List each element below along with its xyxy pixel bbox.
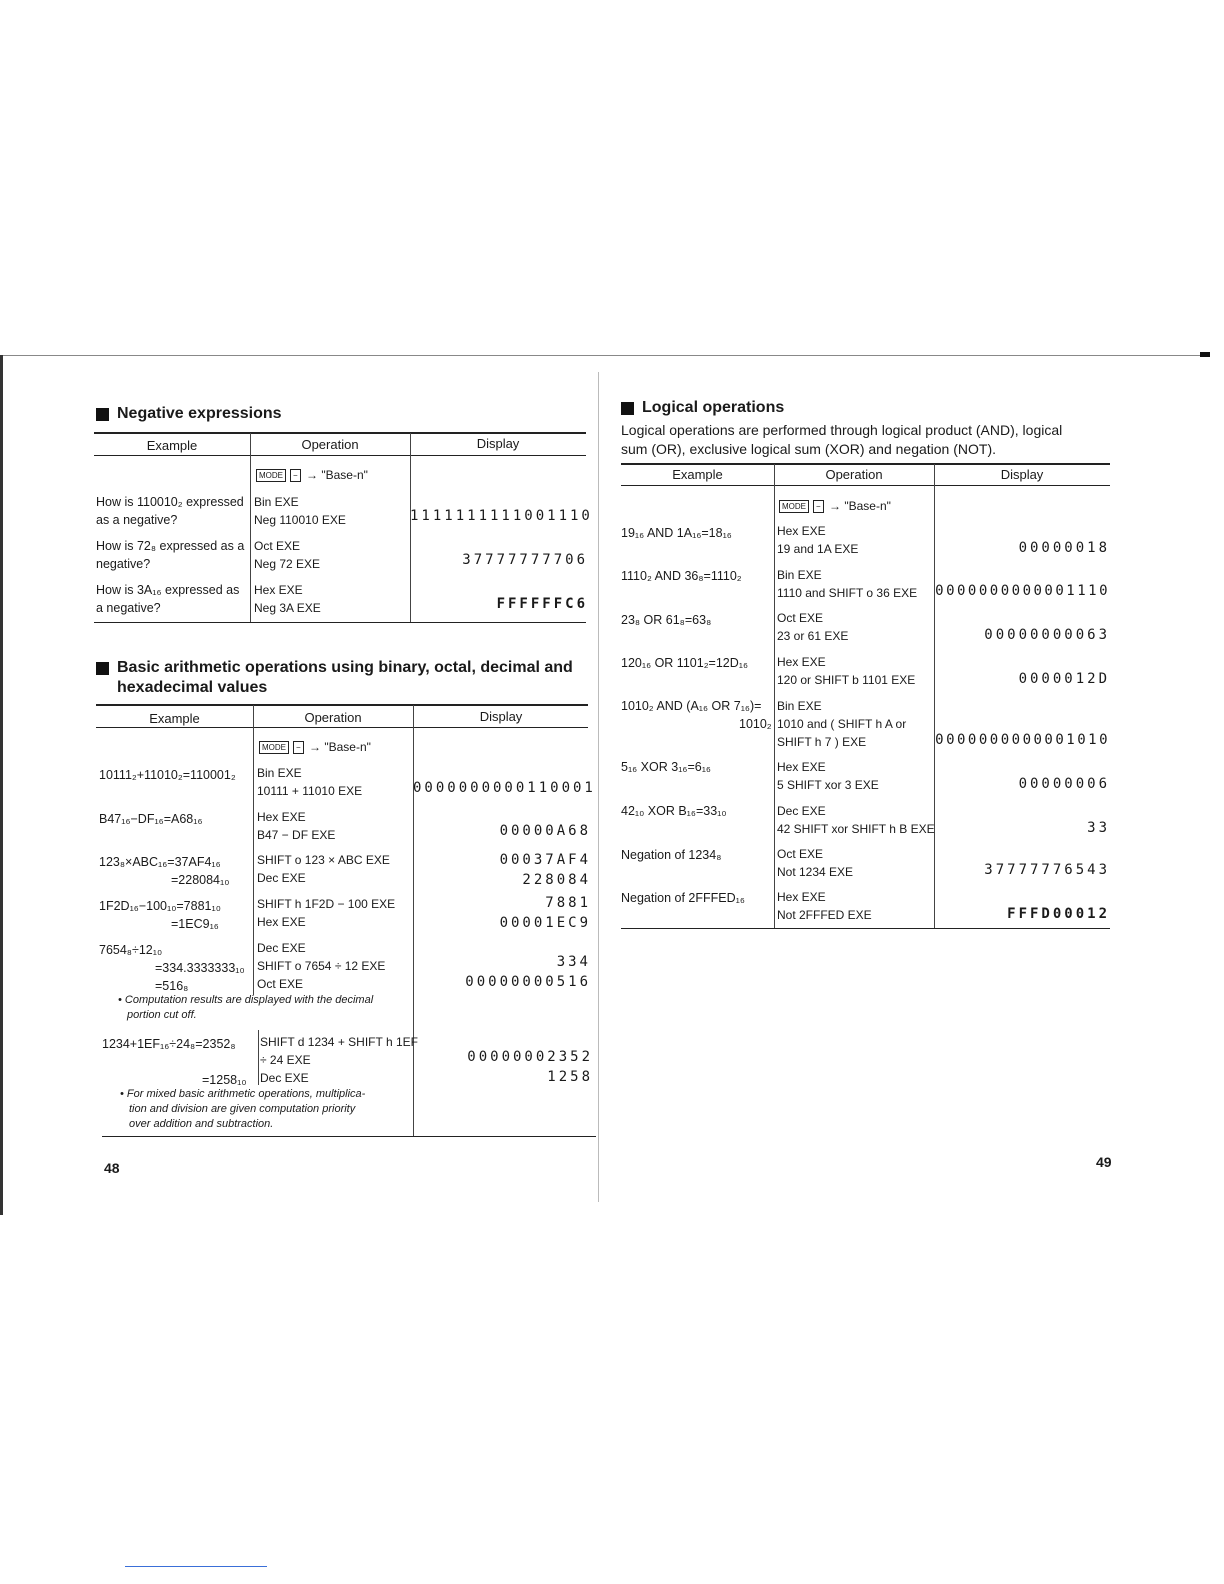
mode-key-icon: MODE <box>259 741 289 754</box>
logic-row-5-display: 0000000000001010 <box>935 732 1110 748</box>
arith-row-6-example: 1234+1EF₁₆÷24₈=2352₈ =1258₁₀ <box>102 1037 247 1087</box>
neg-row-2-op: Oct EXE Neg 72 EXE <box>254 539 321 571</box>
neg-row-1-op: Bin EXE Neg 110010 EXE <box>254 495 346 527</box>
logic-row-4-op: Hex EXE 120 or SHIFT b 1101 EXE <box>777 655 916 687</box>
neg-header-example: Example <box>146 438 198 453</box>
left-edge-mark <box>0 355 3 1215</box>
arith-table-top-rule <box>96 704 588 706</box>
neg-row-1-display: 1111111111001110 <box>410 508 593 524</box>
logic-row-4-display: 0000012D <box>1018 671 1110 687</box>
square-bullet-icon <box>96 408 109 421</box>
arith-row-5-display: 334 00000000516 <box>465 954 591 990</box>
logic-row-2-op: Bin EXE 1110 and SHIFT o 36 EXE <box>777 568 918 600</box>
logic-row-5-example: 1010₂ AND (A₁₆ OR 7₁₆)= 1010₂ <box>621 699 772 731</box>
arith-row-1-op: Bin EXE 10111 + 11010 EXE <box>257 766 363 798</box>
top-scan-line <box>0 355 1205 356</box>
arith-col-divider-1 <box>253 705 254 995</box>
arith-note-decimal: • Computation results are displayed with the decimal portion cut off. <box>118 994 374 1021</box>
logic-row-9-example: Negation of 2FFFED₁₆ <box>621 891 745 905</box>
logic-col-divider-1 <box>774 464 775 928</box>
neg-header-display: Display <box>476 436 520 451</box>
logic-row-7-example: 42₁₀ XOR B₁₆=33₁₀ <box>621 804 727 818</box>
arith-header-rule <box>96 727 588 728</box>
logic-row-1-display: 00000018 <box>1018 540 1110 556</box>
arith-row-6-display: 00000002352 1258 <box>467 1049 593 1085</box>
arith-col-divider-1b <box>258 1030 259 1085</box>
logic-header-rule <box>621 485 1110 486</box>
logic-row-8-display: 37777776543 <box>984 862 1110 878</box>
page-gutter <box>598 372 599 1202</box>
logic-row-6-display: 00000006 <box>1018 776 1110 792</box>
logic-header-display: Display <box>1000 467 1044 482</box>
logic-row-9-display: FFFD00012 <box>1007 906 1110 922</box>
arith-note-priority: • For mixed basic arithmetic operations, multiplica- tion and division are given computation priority over addition and subtraction. <box>120 1088 366 1130</box>
arith-row-3-example: 123₈×ABC₁₆=37AF4₁₆ =228084₁₀ <box>99 855 230 887</box>
square-bullet-icon <box>96 662 109 675</box>
logic-table-top-rule <box>621 463 1110 465</box>
neg-row-2-example: How is 72₈ expressed as a negative? <box>96 539 245 571</box>
minus-key-icon: − <box>290 469 301 482</box>
arith-header-operation: Operation <box>304 710 362 725</box>
arith-header-display: Display <box>479 709 523 724</box>
arith-row-5-example: 7654₈÷12₁₀ =334.3333333₁₀ =516₈ <box>99 943 245 993</box>
neg-header-operation: Operation <box>301 437 359 452</box>
logic-row-5-op: Bin EXE 1010 and ( SHIFT h A or SHIFT h 7 ) EXE <box>777 699 907 749</box>
section-title-arithmetic: Basic arithmetic operations using binary, octal, decimal and hexadecimal values <box>96 658 573 698</box>
logic-mode-op: MODE − → "Base-n" <box>777 497 891 515</box>
neg-table-top-rule <box>94 432 586 434</box>
arith-row-6-op: SHIFT d 1234 + SHIFT h 1EF ÷ 24 EXE Dec EXE <box>260 1035 418 1085</box>
logic-row-3-op: Oct EXE 23 or 61 EXE <box>777 611 849 643</box>
arith-row-1-example: 10111₂+11010₂=110001₂ <box>99 768 236 782</box>
arith-row-2-op: Hex EXE B47 − DF EXE <box>257 810 336 842</box>
arith-row-2-display: 00000A68 <box>499 823 591 839</box>
arith-row-1-display: 0000000000110001 <box>413 780 596 796</box>
logic-table-bottom-rule <box>621 928 1110 929</box>
logic-row-3-display: 00000000063 <box>984 627 1110 643</box>
bottom-blue-line <box>125 1566 267 1567</box>
mode-key-icon: MODE <box>256 469 286 482</box>
arith-row-4-display: 7881 00001EC9 <box>499 895 591 931</box>
logic-row-8-op: Oct EXE Not 1234 EXE <box>777 847 854 879</box>
neg-row-2-display: 37777777706 <box>462 552 588 568</box>
arith-header-example: Example <box>149 711 200 726</box>
page-number-right: 49 <box>1096 1154 1112 1170</box>
neg-mode-op: MODE − → "Base-n" <box>254 466 368 484</box>
logic-row-6-op: Hex EXE 5 SHIFT xor 3 EXE <box>777 760 879 792</box>
square-bullet-icon <box>621 402 634 415</box>
minus-key-icon: − <box>293 741 304 754</box>
logic-row-1-example: 19₁₆ AND 1A₁₆=18₁₆ <box>621 526 732 540</box>
logic-row-4-example: 120₁₆ OR 1101₂=12D₁₆ <box>621 656 749 670</box>
section-title-logical: Logical operations <box>621 398 784 418</box>
logic-row-3-example: 23₈ OR 61₈=63₈ <box>621 613 712 627</box>
logic-col-divider-2 <box>934 464 935 928</box>
page-number-left: 48 <box>104 1160 120 1176</box>
arith-row-3-display: 00037AF4 228084 <box>499 852 591 888</box>
logic-header-operation: Operation <box>825 467 883 482</box>
neg-row-3-op: Hex EXE Neg 3A EXE <box>254 583 321 615</box>
arith-mode-op: MODE − → "Base-n" <box>257 738 371 756</box>
neg-row-1-example: How is 110010₂ expressed as a negative? <box>96 495 244 527</box>
arith-row-2-example: B47₁₆−DF₁₆=A68₁₆ <box>99 812 203 826</box>
right-edge-mark <box>1200 352 1210 357</box>
minus-key-icon: − <box>813 500 824 513</box>
neg-row-3-example: How is 3A₁₆ expressed as a negative? <box>96 583 240 615</box>
neg-col-divider-1 <box>250 433 251 623</box>
neg-row-3-display: FFFFFFC6 <box>496 596 588 612</box>
arith-row-5-op: Dec EXE SHIFT o 7654 ÷ 12 EXE Oct EXE <box>257 941 386 991</box>
logic-row-6-example: 5₁₆ XOR 3₁₆=6₁₆ <box>621 760 711 774</box>
logic-row-2-example: 1110₂ AND 36₈=1110₂ <box>621 569 742 583</box>
logic-row-8-example: Negation of 1234₈ <box>621 848 722 862</box>
mode-key-icon: MODE <box>779 500 809 513</box>
arith-row-3-op: SHIFT o 123 × ABC EXE Dec EXE <box>257 853 390 885</box>
logic-row-7-display: 33 <box>1087 820 1110 836</box>
arith-table-bottom-rule <box>102 1136 596 1137</box>
logic-header-example: Example <box>672 467 723 482</box>
arith-row-4-op: SHIFT h 1F2D − 100 EXE Hex EXE <box>257 897 396 929</box>
logic-row-1-op: Hex EXE 19 and 1A EXE <box>777 524 859 556</box>
logic-row-9-op: Hex EXE Not 2FFFED EXE <box>777 890 872 922</box>
section-title-negative: Negative expressions <box>96 404 282 424</box>
logic-row-7-op: Dec EXE 42 SHIFT xor SHIFT h B EXE <box>777 804 935 836</box>
neg-header-rule <box>94 455 586 456</box>
neg-table-bottom-rule <box>94 622 586 623</box>
arith-row-4-example: 1F2D₁₆−100₁₀=7881₁₀ =1EC9₁₆ <box>99 899 221 931</box>
logic-row-2-display: 0000000000001110 <box>935 583 1110 599</box>
neg-col-divider-2 <box>410 433 411 623</box>
logical-intro: Logical operations are performed through logical product (AND), logical sum (OR), exclusive logical sum (XOR) and negation (NOT). <box>621 422 1063 457</box>
